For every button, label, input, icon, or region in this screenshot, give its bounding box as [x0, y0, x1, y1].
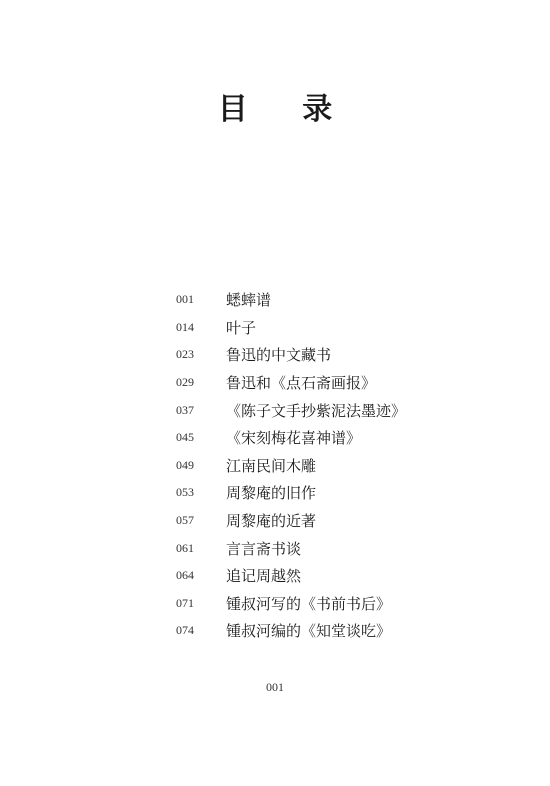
- toc-page-number: 029: [176, 375, 194, 390]
- toc-entry: [176, 341, 476, 369]
- toc-entry-title: 《陈子文手抄紫泥法墨迹》: [226, 401, 407, 420]
- toc-entry-title: 周黎庵的近著: [226, 512, 317, 531]
- toc-page-number: 001: [176, 292, 194, 307]
- toc-entry-title: 江南民间木雕: [226, 456, 317, 475]
- toc-page-number: 045: [176, 430, 194, 445]
- toc-page-number: 064: [176, 568, 194, 583]
- toc-page-number: 057: [176, 513, 194, 528]
- toc-page-number: 037: [176, 402, 194, 417]
- toc-entry: [176, 479, 476, 507]
- table-of-contents: [176, 286, 476, 645]
- toc-entry-title: 《宋刻梅花喜神谱》: [226, 429, 362, 448]
- toc-entry: [176, 590, 476, 618]
- toc-page-number: 071: [176, 595, 194, 610]
- toc-entry: [176, 424, 476, 452]
- toc-entry: [176, 369, 476, 397]
- toc-entry-title: 蟋蟀谱: [226, 291, 272, 310]
- toc-entry: [176, 507, 476, 535]
- toc-page-number: 023: [176, 347, 194, 362]
- toc-entry-title: 叶子: [226, 318, 257, 337]
- toc-page-number: 074: [176, 623, 194, 638]
- toc-entry: [176, 562, 476, 590]
- toc-entry-title: 鲁迅和《点石斋画报》: [226, 374, 377, 393]
- toc-entry-title: 锺叔河写的《书前书后》: [226, 594, 392, 613]
- page-title: 目 录: [217, 92, 355, 127]
- toc-entry-title: 追记周越然: [226, 567, 302, 586]
- toc-entry: [176, 617, 476, 645]
- toc-entry: [176, 534, 476, 562]
- toc-entry: [176, 452, 476, 480]
- toc-entry-title: 鲁迅的中文藏书: [226, 346, 332, 365]
- toc-entry-title: 周黎庵的旧作: [226, 484, 317, 503]
- toc-entry: [176, 314, 476, 342]
- page-number: 001: [266, 680, 284, 694]
- toc-entry-title: 言言斋书谈: [226, 539, 302, 558]
- toc-entry-title: 锺叔河编的《知堂谈吃》: [226, 622, 392, 641]
- toc-entry: [176, 286, 476, 314]
- toc-page-number: 061: [176, 540, 194, 555]
- toc-page-number: 014: [176, 319, 194, 334]
- toc-page-number: 053: [176, 485, 194, 500]
- toc-page-number: 049: [176, 457, 194, 472]
- toc-entry: [176, 396, 476, 424]
